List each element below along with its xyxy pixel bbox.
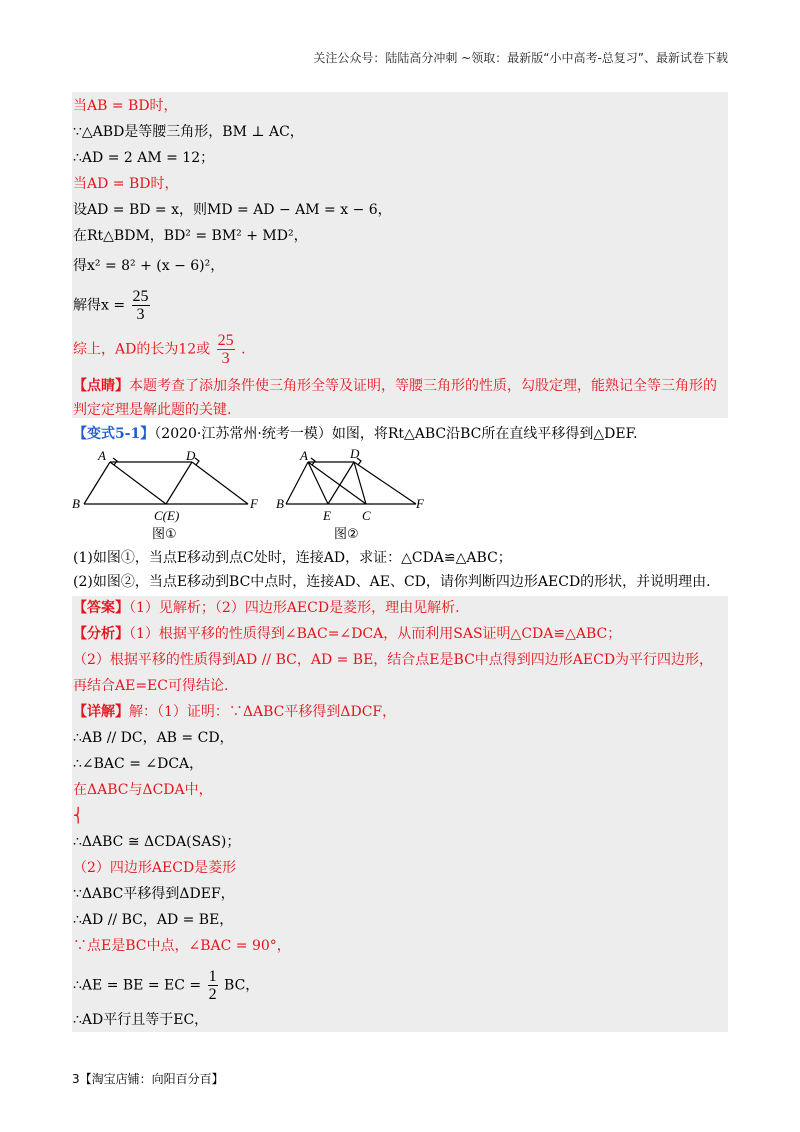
detail-text: 解：（1）证明：∵ΔABC平移得到ΔDCF， bbox=[129, 704, 397, 720]
proof-line: ∴AD平行且等于EC， bbox=[73, 1012, 209, 1028]
page-footer: 3【淘宝店铺：向阳百分百】 bbox=[72, 1072, 224, 1086]
question-part-1: (1)如图①，当点E移动到点C处时，连接AD，求证：△CDA≌△ABC； bbox=[73, 550, 512, 566]
label-D: D bbox=[186, 448, 196, 463]
label-F: F bbox=[250, 496, 258, 511]
text-line: 设AD = BD = x，则MD = AD − AM = x − 6， bbox=[73, 202, 392, 218]
text-line bbox=[73, 332, 246, 367]
fraction-denominator: 3 bbox=[221, 350, 230, 367]
question-part-2: (2)如图②，当点E移动到BC中点时，连接AD、AE、CD，请你判断四边形AECD的形状，并说明理由. bbox=[73, 574, 711, 590]
detail-tag: 【详解】 bbox=[73, 704, 129, 720]
proof-line bbox=[73, 968, 259, 1003]
proof-line: ∴AB // DC，AB = CD， bbox=[73, 730, 234, 746]
fraction-denominator: 3 bbox=[136, 306, 145, 323]
text-line: 当AB = BD时， bbox=[73, 98, 178, 114]
question-text: （2020·江苏常州·统考一模）如图，将Rt△ABC沿BC所在直线平移得到△DEF. bbox=[154, 426, 638, 442]
label-E: E bbox=[323, 508, 331, 523]
fraction-numerator: 25 bbox=[217, 332, 234, 349]
proof-line: ∴ΔABC ≅ ΔCDA(SAS)； bbox=[73, 834, 241, 850]
comment-text: 本题考查了添加条件使三角形全等及证明，等腰三角形的性质，勾股定理，能熟记全等三角形的 bbox=[129, 378, 717, 394]
text-fragment: 综上，AD的长为12或 bbox=[73, 341, 211, 358]
label-F: F bbox=[416, 496, 424, 511]
proof-line: （2）四边形AECD是菱形 bbox=[73, 860, 237, 876]
label-D: D bbox=[350, 446, 360, 461]
proof-line: ∵ΔABC平移得到ΔDEF， bbox=[73, 886, 235, 902]
question-stem bbox=[73, 424, 638, 444]
figure-caption: 图② bbox=[334, 527, 359, 542]
text-line bbox=[73, 288, 152, 323]
text-fragment: BC， bbox=[224, 977, 260, 994]
analysis-line: 再结合AE=EC可得结论. bbox=[73, 678, 229, 694]
analysis-tag: 【分析】 bbox=[73, 626, 129, 642]
analysis-line bbox=[73, 624, 621, 644]
answer-tag: 【答案】 bbox=[73, 600, 129, 616]
text-fragment: . bbox=[241, 341, 246, 358]
analysis-line: （2）根据平移的性质得到AD // BC，AD = BE，结合点E是BC中点得到四边形AECD为平行四边形， bbox=[73, 652, 714, 668]
answer-line bbox=[73, 598, 460, 618]
text-line: ∵△ABD是等腰三角形，BM ⊥ AC， bbox=[73, 124, 304, 140]
proof-line: 在ΔABC与ΔCDA中， bbox=[73, 782, 213, 798]
figure-caption: 图① bbox=[152, 527, 177, 542]
label-CE: C(E) bbox=[154, 508, 180, 523]
question-tag: 【变式5-1】 bbox=[73, 426, 155, 442]
label-B: B bbox=[72, 496, 80, 511]
fraction-numerator: 1 bbox=[208, 968, 217, 985]
fraction bbox=[208, 968, 218, 1003]
comment-tag: 【点睛】 bbox=[73, 378, 129, 394]
text-line: 得x² = 8² + (x − 6)²， bbox=[73, 258, 225, 274]
text-line: ∴AD = 2 AM = 12； bbox=[73, 150, 215, 166]
proof-line: ∵点E是BC中点，∠BAC = 90°， bbox=[73, 938, 291, 954]
text-line: 当AD = BD时， bbox=[73, 176, 179, 192]
comment-line: 判定定理是解此题的关键. bbox=[73, 402, 232, 418]
figure-2 bbox=[270, 446, 440, 546]
fraction bbox=[217, 332, 235, 367]
label-B: B bbox=[276, 496, 284, 511]
proof-line: ⎨ bbox=[73, 808, 84, 824]
label-C: C bbox=[362, 508, 371, 523]
label-A: A bbox=[300, 448, 308, 463]
fraction bbox=[132, 288, 150, 323]
proof-line: ∴∠BAC = ∠DCA， bbox=[73, 756, 204, 772]
comment-line bbox=[73, 376, 717, 396]
analysis-text: （1）根据平移的性质得到∠BAC=∠DCA，从而利用SAS证明△CDA≌△ABC； bbox=[129, 626, 622, 642]
label-A: A bbox=[98, 448, 106, 463]
proof-line: ∴AD // BC，AD = BE， bbox=[73, 912, 234, 928]
figure-1 bbox=[70, 446, 270, 546]
text-fragment: ∴AE = BE = EC = bbox=[73, 977, 202, 994]
detail-line bbox=[73, 702, 396, 722]
answer-text: （1）见解析；（2）四边形AECD是菱形，理由见解析. bbox=[129, 600, 460, 616]
text-fragment: 解得x = bbox=[73, 297, 126, 314]
fraction-denominator: 2 bbox=[208, 986, 217, 1003]
fraction-numerator: 25 bbox=[132, 288, 149, 305]
text-line: 在Rt△BDM，BD² = BM² + MD²， bbox=[73, 228, 308, 244]
page-header: 关注公众号：陆陆高分冲刺 ~领取：最新版“小中高考-总复习”、最新试卷下载 bbox=[313, 51, 728, 65]
